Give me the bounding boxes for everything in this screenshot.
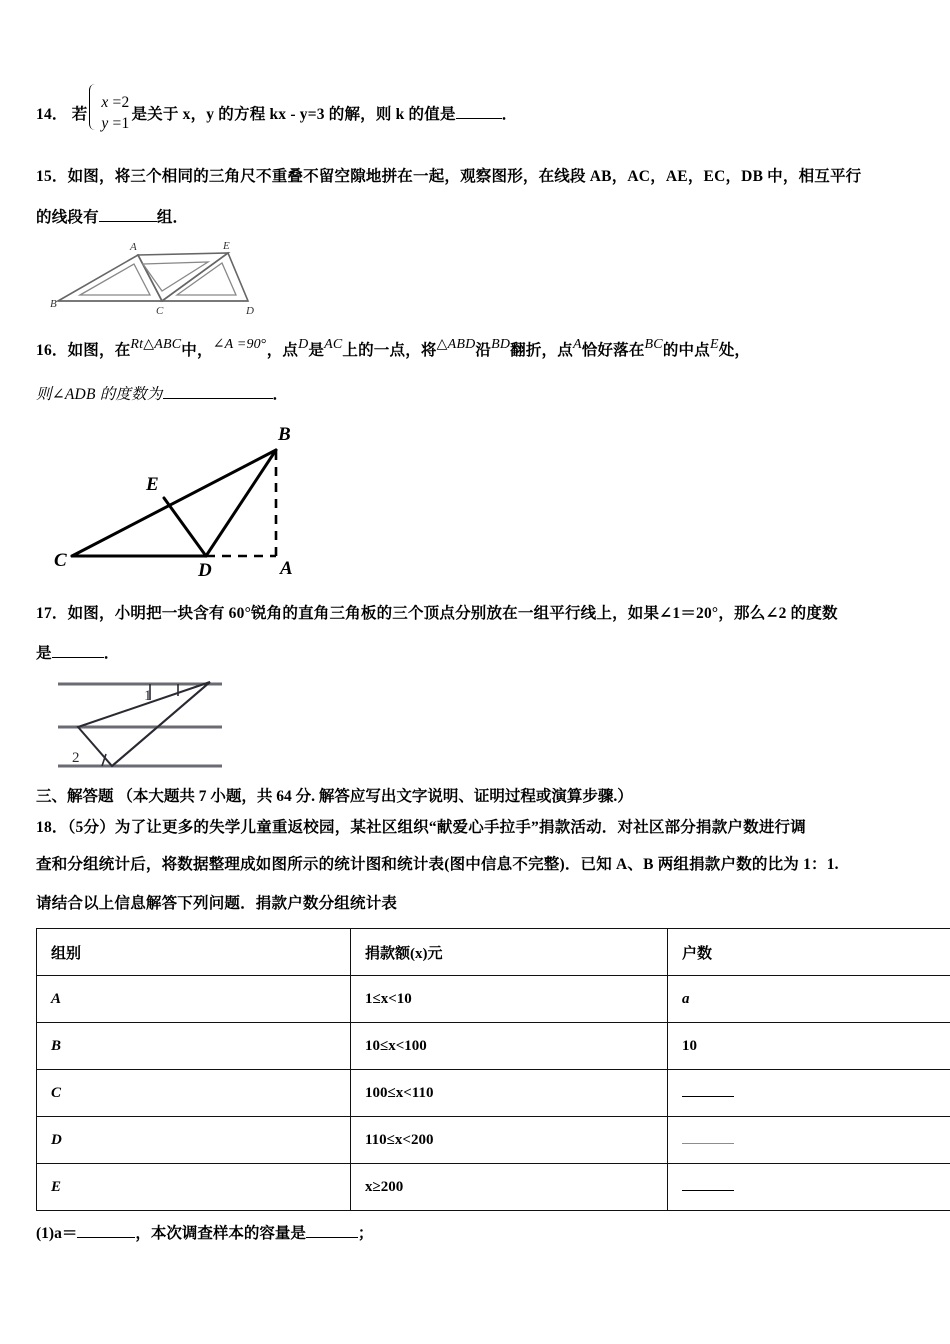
row-e-count[interactable] xyxy=(668,1164,950,1211)
question-14-text: 是关于 x，y 的方程 kx - y=3 的解，则 k 的值是 xyxy=(131,106,456,123)
left-brace-icon xyxy=(89,84,98,130)
question-18-text-1: （5分）为了让更多的失学儿童重返校园，某社区组织“献爱心手拉手”捐款活动．对社区部分捐款户数进行调 xyxy=(67,819,806,836)
equation-system xyxy=(89,92,129,132)
q16-point-a: A xyxy=(572,337,582,352)
row-d-range: 110≤x<200 xyxy=(351,1117,668,1164)
question-15-line-1 xyxy=(36,157,916,197)
row-b-range: 10≤x<100 xyxy=(351,1023,668,1070)
q16-t19: 处， xyxy=(718,342,751,359)
row-c-range: 100≤x<110 xyxy=(351,1070,668,1117)
sub1-blank-b[interactable] xyxy=(306,1237,358,1238)
question-17-line-1 xyxy=(36,594,916,634)
header-amount: 捐款额(x)元 xyxy=(351,929,668,976)
row-d-count-blank[interactable] xyxy=(682,1132,734,1144)
three-triangle-rulers-svg xyxy=(50,239,270,317)
line-DE xyxy=(164,498,206,556)
donation-statistics-table xyxy=(36,928,950,1211)
question-16-text-2b: ． xyxy=(272,386,289,403)
fig15-label-C: C xyxy=(156,305,164,317)
fig16-label-C: C xyxy=(54,550,67,571)
question-14-answer-blank[interactable] xyxy=(456,118,502,119)
table-row xyxy=(37,1070,950,1117)
line-DB xyxy=(206,450,276,556)
table-row xyxy=(37,1023,950,1070)
question-15 xyxy=(36,157,916,317)
q16-seg-bc: BC xyxy=(644,337,663,352)
fig17-angle-label-1: 1 xyxy=(144,688,152,704)
sub1-text-b: ，本次调查样本的容量是 xyxy=(135,1225,306,1242)
table-row xyxy=(37,1164,950,1211)
question-17-answer-blank[interactable] xyxy=(52,657,104,658)
question-16-line-2 xyxy=(36,372,916,418)
question-17 xyxy=(36,594,916,776)
row-a-group: A xyxy=(37,976,351,1023)
header-households: 户数 xyxy=(668,929,950,976)
triangle-middle-inner xyxy=(143,262,208,291)
question-18 xyxy=(36,812,916,1251)
question-15-text-2a: 的线段有 xyxy=(36,209,99,226)
q16-rt-abc: Rt△ABC xyxy=(130,337,182,352)
equation-row-2-var: y xyxy=(101,115,109,132)
equation-row-1-value: =2 xyxy=(108,94,130,111)
equation-row-2 xyxy=(101,113,129,134)
fig16-label-D: D xyxy=(198,560,212,578)
q16-t2: 中， xyxy=(181,342,213,359)
q16-t15: 恰好落在 xyxy=(581,342,645,359)
folded-right-triangle-svg xyxy=(54,418,314,578)
row-d-group: D xyxy=(37,1117,351,1164)
question-18-line-2 xyxy=(36,844,916,886)
header-group: 组别 xyxy=(37,929,351,976)
fig16-label-E: E xyxy=(146,474,159,495)
q16-t5: ，点 xyxy=(266,342,299,359)
question-16-line-1 xyxy=(36,331,916,372)
fig15-label-B: B xyxy=(50,298,57,310)
q16-t7: 是 xyxy=(308,342,325,359)
row-a-range: 1≤x<10 xyxy=(351,976,668,1023)
line-CB xyxy=(72,450,276,556)
fig15-label-A: A xyxy=(130,241,137,253)
table-row xyxy=(37,976,950,1023)
question-18-text-3: 请结合以上信息解答下列问题．捐款户数分组统计表 xyxy=(36,895,398,912)
table-row xyxy=(37,1117,950,1164)
q16-seg-bd: BD xyxy=(491,337,511,352)
row-e-group: E xyxy=(37,1164,351,1211)
triangle-on-parallel-lines-svg xyxy=(50,674,250,776)
question-18-sub-1 xyxy=(36,1217,916,1251)
question-17-line-2 xyxy=(36,634,916,674)
q16-point-d: D xyxy=(298,337,309,352)
row-e-range: x≥200 xyxy=(351,1164,668,1211)
question-15-text-2b: 组． xyxy=(156,209,189,226)
question-16-text-2a: 则∠ADB 的度数为 xyxy=(36,386,163,403)
fig17-angle-label-2: 2 xyxy=(72,750,80,766)
fig15-label-D: D xyxy=(246,305,254,317)
question-18-line-3 xyxy=(36,886,916,922)
question-14-line xyxy=(36,92,916,135)
row-c-count[interactable] xyxy=(668,1070,950,1117)
triangle-edge-hypotenuse xyxy=(112,682,210,766)
q16-seg-ac: AC xyxy=(324,337,343,352)
q16-angle-a: ∠A =90 xyxy=(212,337,261,352)
row-e-count-blank[interactable] xyxy=(682,1179,734,1191)
table-header-row xyxy=(37,929,950,976)
q16-t11: 沿 xyxy=(475,342,492,359)
q16-t9: 上的一点，将 xyxy=(342,342,437,359)
row-b-group: B xyxy=(37,1023,351,1070)
fig16-label-B: B xyxy=(278,424,291,445)
question-16 xyxy=(36,331,916,578)
question-17-text-2a: 是 xyxy=(36,645,52,662)
question-14-period: ． xyxy=(501,106,518,123)
q16-t13: 翻折，点 xyxy=(510,342,573,359)
section-heading: 三、解答题 （本大题共 7 小题，共 64 分. 解答应写出文字说明、证明过程或演算步骤.） xyxy=(36,788,633,805)
row-c-group: C xyxy=(37,1070,351,1117)
equation-row-2-value: =1 xyxy=(108,115,130,132)
question-15-number: 15． xyxy=(36,168,68,185)
question-14 xyxy=(36,92,916,135)
question-16-number: 16． xyxy=(36,342,68,359)
question-14-lead: 若 xyxy=(71,106,88,123)
row-a-count: a xyxy=(668,976,950,1023)
question-18-text-2: 查和分组统计后，将数据整理成如图所示的统计图和统计表(图中信息不完整)．已知 A、B 两组捐款户数的比为 1：1. xyxy=(36,856,839,873)
question-14-number: 14． xyxy=(36,106,68,123)
question-17-text-2b: ． xyxy=(103,645,120,662)
equation-row-1-var: x xyxy=(101,94,109,111)
question-16-figure xyxy=(54,418,916,578)
q16-degree: ° xyxy=(260,337,267,352)
page-content xyxy=(36,92,916,1251)
question-15-line-2 xyxy=(36,197,916,239)
fig16-label-A: A xyxy=(280,558,293,578)
row-c-count-blank[interactable] xyxy=(682,1085,734,1097)
q16-t0: 如图，在 xyxy=(67,342,131,359)
row-b-count: 10 xyxy=(668,1023,950,1070)
question-16-answer-blank[interactable] xyxy=(163,398,273,399)
q16-t17: 的中点 xyxy=(662,342,710,359)
question-18-number: 18． xyxy=(36,819,68,836)
question-15-figure xyxy=(50,239,916,317)
sub1-blank-a[interactable] xyxy=(77,1237,135,1238)
q16-point-e: E xyxy=(709,337,719,352)
sub1-text-c: ； xyxy=(357,1225,374,1242)
equation-row-1 xyxy=(101,92,129,113)
question-18-line-1 xyxy=(36,812,916,844)
q16-tri-abd: △ABD xyxy=(436,337,476,352)
fig15-label-E: E xyxy=(223,240,230,252)
row-d-count[interactable] xyxy=(668,1117,950,1164)
question-17-number: 17． xyxy=(36,605,68,622)
question-17-text-1: 如图，小明把一块含有 60°锐角的直角三角板的三个顶点分别放在一组平行线上，如果∠1＝20°，那么∠2 的度数 xyxy=(67,605,838,622)
question-17-figure xyxy=(50,674,916,776)
question-15-text-1: 如图，将三个相同的三角尺不重叠不留空隙地拼在一起，观察图形，在线段 AB，AC，AE，EC，DB 中，相互平行 xyxy=(67,168,862,185)
question-15-answer-blank[interactable] xyxy=(99,221,157,222)
sub1-text-a: (1)a＝ xyxy=(36,1225,78,1242)
